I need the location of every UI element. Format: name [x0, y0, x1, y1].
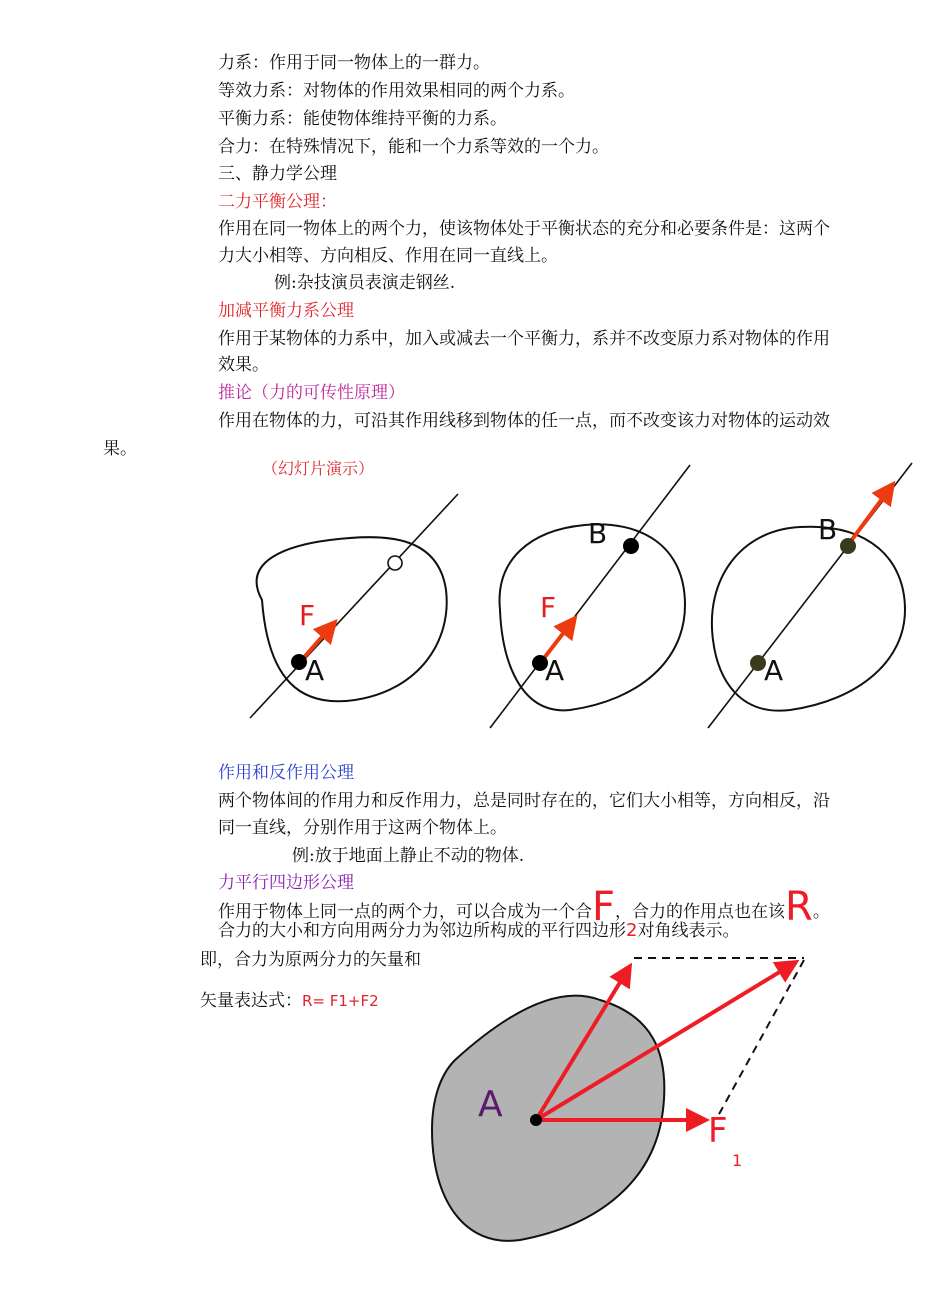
axiom3-title: 作用和反作用公理: [218, 763, 354, 783]
body-outline-1: [257, 537, 447, 701]
slide-note: （幻灯片演示）: [262, 459, 375, 478]
parallelogram-figure: [420, 945, 820, 1245]
definition-equivalent-system: 等效力系：对物体的作用效果相同的两个力系。: [218, 81, 575, 101]
point-a-label-3: A: [764, 654, 784, 687]
vector-formula: R= F1+F2: [302, 992, 379, 1010]
force-f1-label: F: [708, 1111, 728, 1151]
body-outline-3: [712, 527, 905, 711]
axiom1-text-2: 力大小相等、方向相反、作用在同一直线上。: [218, 246, 558, 266]
force-label-2: F: [540, 591, 557, 624]
axiom3-text-1: 两个物体间的作用力和反作用力，总是同时存在的，它们大小相等，方向相反，沿: [218, 791, 830, 811]
force-arrow-3: [848, 484, 893, 545]
axiom1-text-1: 作用在同一物体上的两个力，使该物体处于平衡状态的充分和必要条件是：这两个: [218, 219, 830, 239]
axiom4-text-1a: 作用于物体上同一点的两个力，可以合成为一个合: [218, 902, 592, 922]
point-b-3: [840, 538, 856, 554]
axiom1-example: 例:杂技演员表演走钢丝.: [274, 273, 456, 293]
panel-3: [708, 463, 912, 728]
vector-expression: [200, 990, 379, 1012]
point-a-label: A: [478, 1084, 503, 1125]
section-heading: 三、静力学公理: [218, 164, 337, 184]
point-a-label-1: A: [305, 654, 325, 687]
axiom2-text-1: 作用于某物体的力系中，加入或减去一个平衡力，系并不改变原力系对物体的作用: [218, 329, 830, 349]
corollary-text-1: 作用在物体的力，可沿其作用线移到物体的任一点，而不改变该力对物体的运动效: [218, 411, 830, 431]
line-of-action-1: [250, 494, 458, 718]
axiom1-title: 二力平衡公理：: [218, 192, 337, 212]
point-a-label-2: A: [545, 654, 565, 687]
resultant-r-glyph: R: [785, 884, 813, 930]
point-b-2: [623, 538, 639, 554]
corollary-title: 推论（力的可传性原理）: [218, 383, 405, 403]
vector-sum-text: 即，合力为原两分力的矢量和: [200, 950, 421, 970]
point-b-label-3: B: [818, 513, 838, 546]
axiom2-title: 加减平衡力系公理: [218, 301, 354, 321]
resultant-f-glyph: F: [592, 884, 616, 930]
definition-resultant: 合力：在特殊情况下，能和一个力系等效的一个力。: [218, 137, 609, 157]
hollow-point-1: [388, 556, 402, 570]
definition-equilibrium-system: 平衡力系：能使物体维持平衡的力系。: [218, 109, 507, 129]
force-label-1: F: [299, 599, 316, 632]
axiom2-text-2: 效果。: [218, 355, 269, 375]
transmissibility-figure: [240, 458, 930, 748]
panel-1: [250, 494, 458, 718]
force-f1-subscript: 1: [732, 1151, 743, 1170]
vector-expression-label: 矢量表达式：: [200, 991, 302, 1011]
axiom3-text-2: 同一直线，分别作用于这两个物体上。: [218, 818, 507, 838]
corollary-text-2: 果。: [103, 439, 137, 459]
axiom4-title: 力平行四边形公理: [218, 873, 354, 893]
point-a: [530, 1114, 542, 1126]
body-outline-2: [500, 524, 685, 710]
line-of-action-2: [490, 465, 690, 728]
axiom4-text-2: [218, 920, 739, 942]
axiom4-text-2b: 对角线表示。: [637, 921, 740, 941]
axiom3-example: 例:放于地面上静止不动的物体.: [292, 846, 525, 866]
axiom4-text-1c: 。: [812, 902, 830, 922]
point-b-label-2: B: [588, 517, 608, 550]
panel-2: [490, 465, 690, 728]
axiom4-text-2a: 合力的大小和方向用两分力为邻边所构成的平行四边形: [218, 921, 626, 941]
subscript-two-glyph: 2: [626, 920, 638, 941]
axiom4-text-1b: ，合力的作用点也在该: [615, 902, 786, 922]
definition-force-system: 力系：作用于同一物体上的一群力。: [218, 53, 490, 73]
